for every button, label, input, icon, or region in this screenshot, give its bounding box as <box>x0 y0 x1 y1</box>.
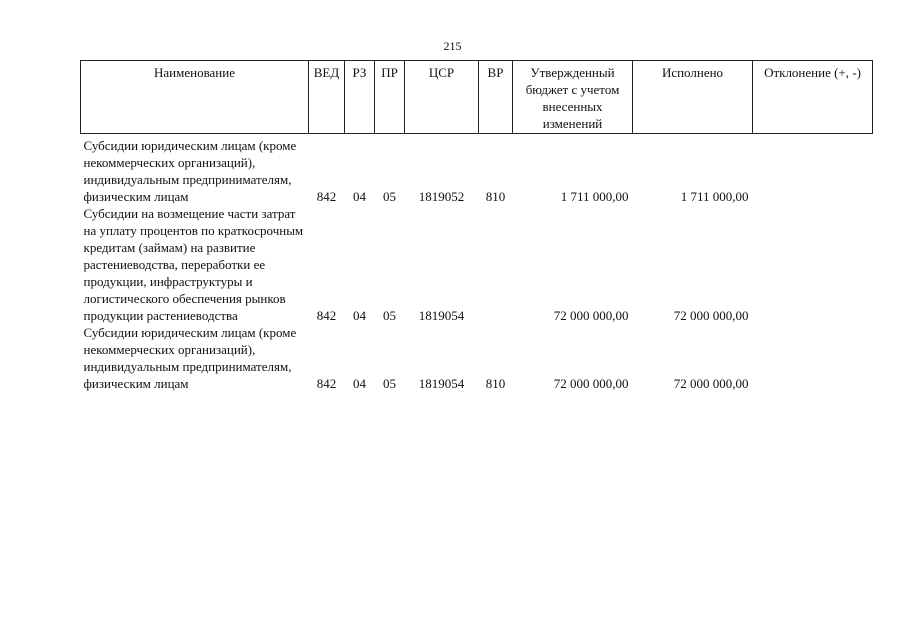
header-row <box>81 61 873 134</box>
row-deviation <box>753 134 873 206</box>
row-name: Субсидии на возмещение части затрат на уплату процентов по краткосрочным кредитам (займам) на развитие растениеводства, переработки ее продукции, инфраструктуры и логистического обеспечения рынков продукции растениеводства <box>83 206 304 323</box>
row-approved: 1 711 000,00 <box>560 189 629 204</box>
header-deviation: Отклонение (+, -) <box>753 61 873 134</box>
row-csr: 1819054 <box>418 376 465 391</box>
row-pr: 05 <box>383 308 396 323</box>
page-number: 215 <box>443 39 462 53</box>
row-rz: 04 <box>353 189 366 204</box>
header-approved: Утвержденный бюджет с учетом внесенных изменений <box>513 61 633 134</box>
table-row <box>81 205 873 324</box>
row-ved: 842 <box>316 376 337 391</box>
row-executed: 72 000 000,00 <box>673 376 749 391</box>
header-vr: ВР <box>479 61 513 134</box>
row-vr <box>479 205 513 324</box>
table-row <box>81 134 873 206</box>
budget-table <box>80 60 873 392</box>
row-rz: 04 <box>353 308 366 323</box>
header-csr: ЦСР <box>405 61 479 134</box>
header-rz: РЗ <box>345 61 375 134</box>
row-csr: 1819052 <box>418 189 465 204</box>
row-approved: 72 000 000,00 <box>553 376 629 391</box>
header-name: Наименование <box>81 61 309 134</box>
row-csr: 1819054 <box>418 308 465 323</box>
row-executed: 1 711 000,00 <box>680 189 749 204</box>
row-rz: 04 <box>353 376 366 391</box>
header-pr: ПР <box>375 61 405 134</box>
row-executed: 72 000 000,00 <box>673 308 749 323</box>
row-name: Субсидии юридическим лицам (кроме некоммерческих организаций), индивидуальным предпринимателям, физическим лицам <box>83 325 297 391</box>
row-vr: 810 <box>485 376 506 391</box>
row-pr: 05 <box>383 189 396 204</box>
row-deviation <box>753 324 873 392</box>
row-deviation <box>753 205 873 324</box>
row-ved: 842 <box>316 308 337 323</box>
row-ved: 842 <box>316 189 337 204</box>
header-ved: ВЕД <box>309 61 345 134</box>
row-approved: 72 000 000,00 <box>553 308 629 323</box>
row-pr: 05 <box>383 376 396 391</box>
row-name: Субсидии юридическим лицам (кроме некоммерческих организаций), индивидуальным предпринимателям, физическим лицам <box>83 138 297 204</box>
row-vr: 810 <box>485 189 506 204</box>
header-executed: Исполнено <box>633 61 753 134</box>
table-row <box>81 324 873 392</box>
table-body <box>81 134 873 393</box>
table-header <box>81 61 873 134</box>
